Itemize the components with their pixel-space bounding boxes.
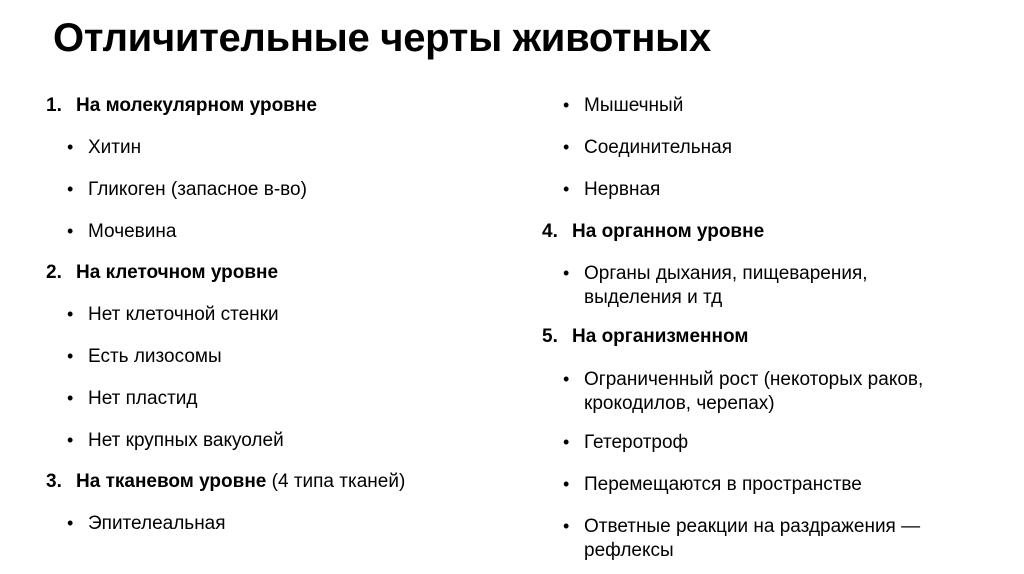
list-item <box>584 368 923 416</box>
bullet-icon: • <box>563 95 570 115</box>
list-item-line: выделения и тд <box>584 287 723 308</box>
section-label: На организменном <box>572 326 749 347</box>
bullet-icon: • <box>67 137 74 157</box>
bullet-icon: • <box>563 263 570 283</box>
section-heading <box>46 470 405 494</box>
slide-title: Отличительные черты животных <box>53 16 711 60</box>
list-item: Мочевина <box>88 221 177 242</box>
section-heading <box>46 94 317 118</box>
section-heading <box>542 220 764 244</box>
section-number: 2. <box>46 262 62 283</box>
list-item: Эпителеальная <box>88 513 226 534</box>
section-heading <box>46 261 278 285</box>
section-label: На органном уровне <box>572 221 765 242</box>
bullet-icon: • <box>67 513 74 533</box>
list-item: Гетеротроф <box>584 432 689 453</box>
section-note: (4 типа тканей) <box>271 471 406 492</box>
section-label: На тканевом уровне <box>76 471 267 492</box>
list-item-line: Ответные реакции на раздражения — <box>584 516 921 537</box>
bullet-icon: • <box>67 388 74 408</box>
section-heading <box>542 325 748 349</box>
bullet-icon: • <box>563 179 570 199</box>
list-item <box>584 262 868 310</box>
bullet-icon: • <box>563 369 570 389</box>
list-item <box>584 515 920 563</box>
list-item: Гликоген (запасное в-во) <box>88 179 307 200</box>
list-item: Нет клеточной стенки <box>88 304 279 325</box>
bullet-icon: • <box>563 432 570 452</box>
list-item: Перемещаются в пространстве <box>584 474 862 495</box>
list-item-line: крокодилов, черепах) <box>584 393 775 414</box>
list-item: Мышечный <box>584 95 684 116</box>
section-number: 5. <box>542 326 558 347</box>
bullet-icon: • <box>67 430 74 450</box>
bullet-icon: • <box>67 179 74 199</box>
section-number: 4. <box>542 221 558 242</box>
bullet-icon: • <box>67 346 74 366</box>
list-item: Соединительная <box>584 137 733 158</box>
list-item: Нервная <box>584 179 661 200</box>
list-item: Есть лизосомы <box>88 346 222 367</box>
list-item-line: рефлексы <box>584 540 674 561</box>
list-item-line: Органы дыхания, пищеварения, <box>584 263 868 284</box>
list-item: Нет пластид <box>88 388 198 409</box>
section-label: На молекулярном уровне <box>76 95 317 116</box>
section-label: На клеточном уровне <box>76 262 279 283</box>
bullet-icon: • <box>563 474 570 494</box>
bullet-icon: • <box>563 516 570 536</box>
bullet-icon: • <box>67 221 74 241</box>
section-number: 3. <box>46 471 62 492</box>
section-number: 1. <box>46 95 62 116</box>
bullet-icon: • <box>563 137 570 157</box>
bullet-icon: • <box>67 304 74 324</box>
list-item: Нет крупных вакуолей <box>88 430 284 451</box>
list-item-line: Ограниченный рост (некоторых раков, <box>584 369 924 390</box>
list-item: Хитин <box>88 137 142 158</box>
